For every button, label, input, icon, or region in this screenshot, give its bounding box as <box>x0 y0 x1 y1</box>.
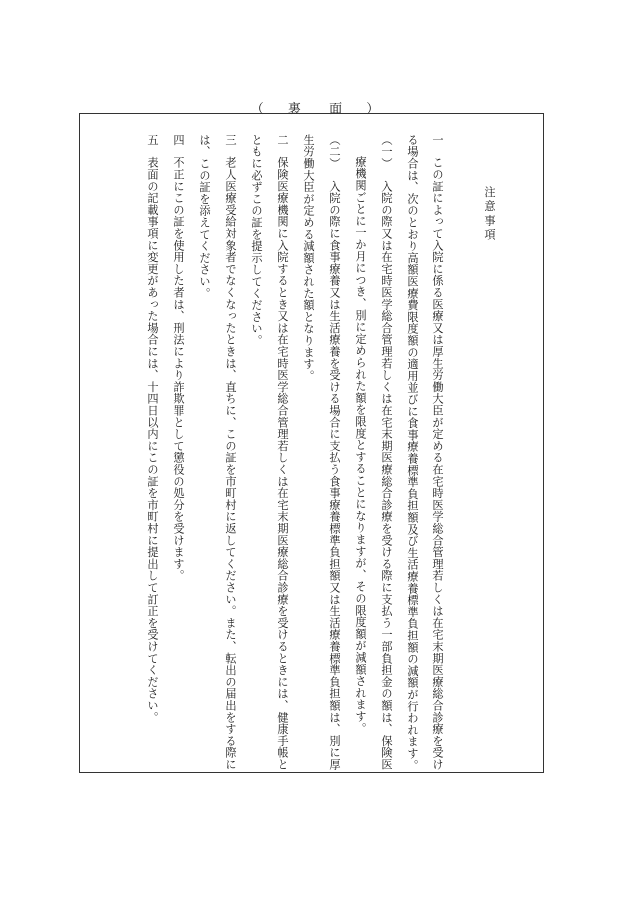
item3-line1 <box>224 134 237 771</box>
item2-text-line1: 保険医療機関に入院するとき又は在宅時医学総合管理若しくは在宅末期医療総合診療を受けるときには、健康手帳と <box>276 156 289 771</box>
item4-line1 <box>173 134 184 764</box>
item2-line2 <box>251 134 262 764</box>
item1-sub1-text-line2: 療機関ごとに一か月につき、別に定められた額を限度とすることになりますが、その限度額が減額されます。 <box>354 156 367 735</box>
notice-body <box>78 134 543 772</box>
item1-sub2-line2 <box>303 134 314 764</box>
item1-line1 <box>431 134 444 771</box>
item1-line2 <box>406 134 419 772</box>
heading-open-paren: （ <box>250 102 264 117</box>
item1-sub1-text-line1: 入院の際又は在宅時医学総合管理若しくは在宅末期医療総合診療を受ける際に支払う一部負担金の額は、保険医 <box>380 180 393 771</box>
item3-text-line1: 老人医療受給対象者でなくなったときは、直ちに、この証を市町村に返してください。また、転出の届出をする際に <box>224 156 237 771</box>
heading-char-ura: 裏 <box>287 102 301 117</box>
notice-frame <box>79 113 544 773</box>
item4-number: 四 <box>172 134 185 146</box>
item5-text-line1: 表面の記載事項に変更があった場合には、十四日以内にこの証を市町村に提出して訂正を受けてください。 <box>146 156 159 724</box>
item1-sub2-line1 <box>328 134 341 771</box>
heading-char-men: 面 <box>329 102 343 117</box>
item1-text-line2: る場合は、次のとおり高額医療費限度額の適用並びに食事療養標準負担額及び生活療養標準負担額の減額が行われます。 <box>406 134 419 772</box>
item3-line2 <box>199 134 210 764</box>
item4-text-line1: 不正にこの証を使用した者は、刑法により詐欺罪として懲役の処分を受けます。 <box>172 156 185 582</box>
item5-line1 <box>147 134 158 764</box>
item2-line1 <box>276 134 289 771</box>
item5-number: 五 <box>146 134 159 146</box>
item2-number: 二 <box>276 134 289 146</box>
heading-close-paren: ） <box>366 102 380 117</box>
item1-text-line1: この証によって入院に係る医療又は厚生労働大臣が定める在宅時医学総合管理若しくは在宅末期医療総合診療を受け <box>431 156 444 771</box>
item1-sub2-text-line1: 入院の際に食事療養又は生活療養を受ける場合に支払う食事療養標準負担額又は生活療養標準負担額は、別に厚 <box>328 180 341 771</box>
item2-text-line2: ともに必ずこの証を提示してください。 <box>250 134 263 347</box>
notice-title <box>484 186 495 816</box>
item1-sub2-text-line2: 生労働大臣が定める減額された額となります。 <box>302 134 315 382</box>
item1-sub2-number: （二） <box>328 134 341 170</box>
item1-sub1-number: （一） <box>380 134 393 170</box>
item3-text-line2: は、この証を添えてください。 <box>198 134 211 300</box>
item1-sub1-line2 <box>355 156 366 786</box>
item1-sub1-line1 <box>380 134 393 771</box>
notice-title-text: 注意事項 <box>483 186 496 243</box>
item1-number: 一 <box>431 134 444 146</box>
item3-number: 三 <box>224 134 237 146</box>
